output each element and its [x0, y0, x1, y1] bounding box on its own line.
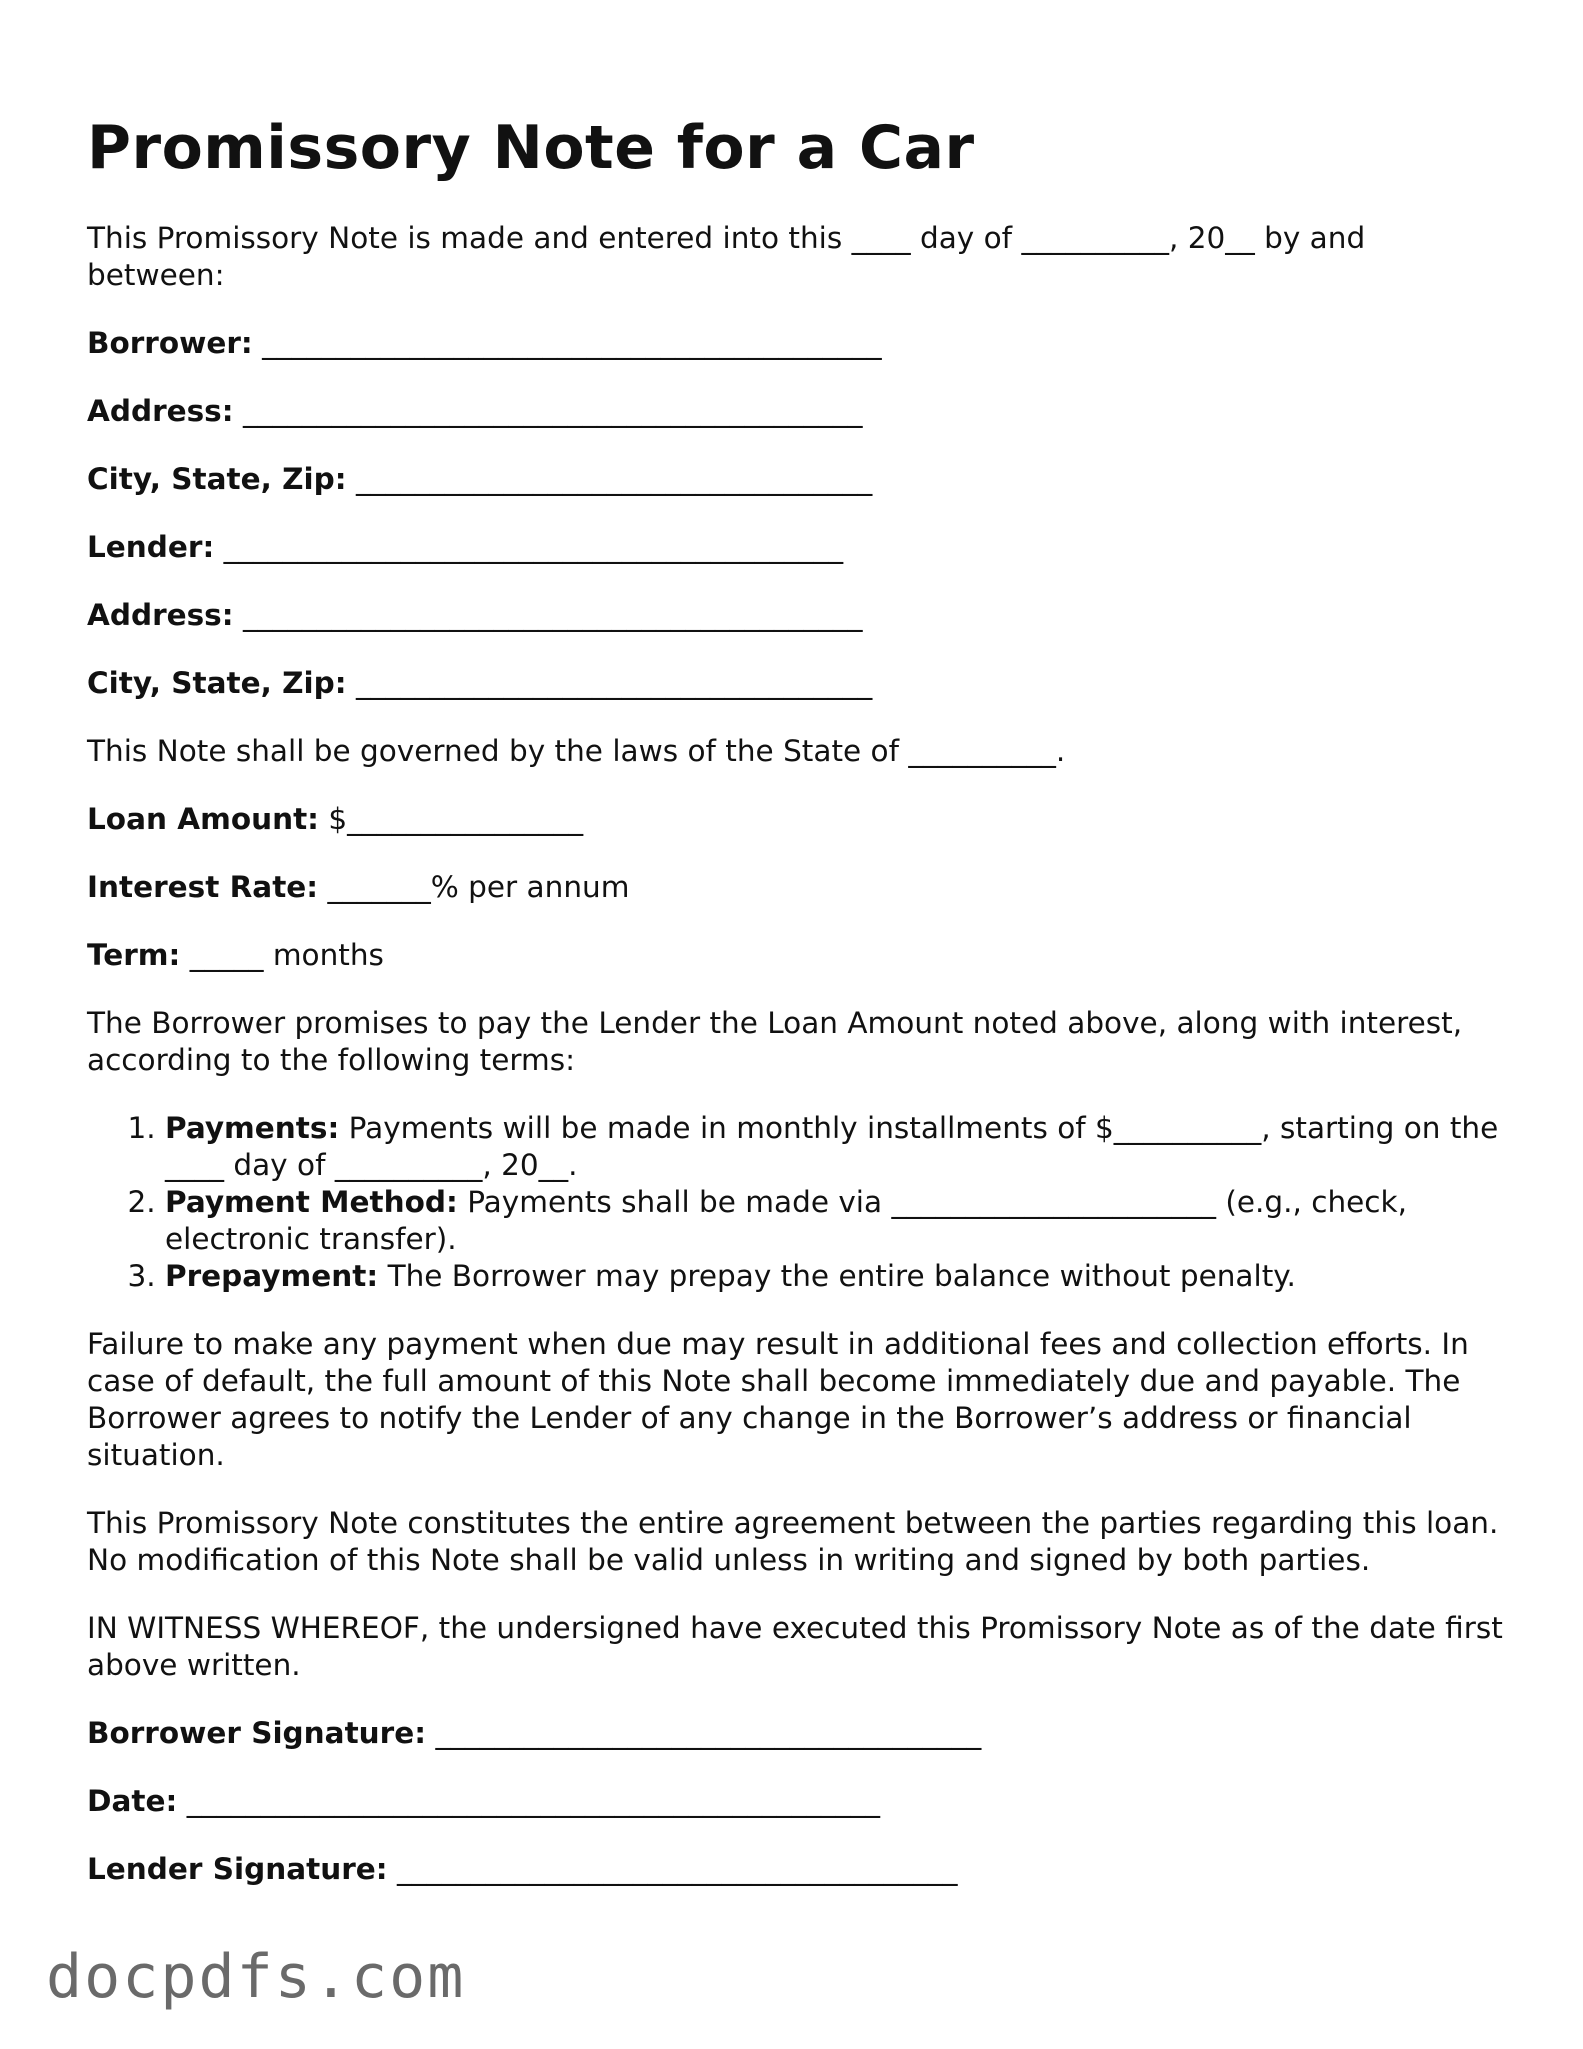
default-clause-paragraph: Failure to make any payment when due may result in additional fees and collection efforts. In case of default, the full amount of this Note shall become immediately due and payable. The Borrower agrees to notify the Lender of any change in the Borrower’s address or financial situation.: [87, 1327, 1469, 1472]
lender-city-field: [87, 665, 1507, 702]
borrower-signature-field: [87, 1715, 1507, 1752]
lender-field: [87, 529, 1507, 566]
borrower-signature-blank: _____________________________________: [435, 1716, 982, 1750]
governing-law-paragraph: This Note shall be governed by the laws of the State of __________.: [87, 734, 1066, 768]
payments-label: Payments:: [165, 1111, 340, 1145]
interest-rate-label: Interest Rate:: [87, 870, 319, 904]
lender-signature-field: [87, 1851, 1507, 1888]
list-item: [165, 1110, 1507, 1184]
borrower-city-blank: ___________________________________: [355, 462, 873, 496]
loan-amount-label: Loan Amount:: [87, 802, 319, 836]
borrower-city-field: [87, 461, 1507, 498]
payments-text: Payments will be made in monthly installments of $__________, starting on the ____ day of __________, 20__.: [165, 1111, 1499, 1182]
term-field: [87, 937, 1507, 974]
loan-amount-field: [87, 801, 1507, 838]
prepayment-text: The Borrower may prepay the entire balance without penalty.: [387, 1259, 1296, 1293]
promise-paragraph: The Borrower promises to pay the Lender the Loan Amount noted above, along with interest, according to the following terms:: [87, 1006, 1463, 1077]
entire-agreement-paragraph: This Promissory Note constitutes the entire agreement between the parties regarding this loan. No modification of this Note shall be valid unless in writing and signed by both parties.: [87, 1506, 1499, 1577]
loan-amount-blank: $________________: [328, 802, 584, 836]
borrower-signature-label: Borrower Signature:: [87, 1716, 427, 1750]
date-field: [87, 1783, 1507, 1820]
payment-method-label: Payment Method:: [165, 1185, 458, 1219]
prepayment-label: Prepayment:: [165, 1259, 379, 1293]
term-blank: _____ months: [189, 938, 384, 972]
lender-city-label: City, State, Zip:: [87, 666, 347, 700]
term-label: Term:: [87, 938, 181, 972]
lender-address-label: Address:: [87, 598, 234, 632]
intro-paragraph: This Promissory Note is made and entered into this ____ day of __________, 20__ by and between:: [87, 221, 1366, 292]
payment-method-text: Payments shall be made via ______________________ (e.g., check, electronic transfer).: [165, 1185, 1407, 1256]
borrower-field: [87, 325, 1507, 362]
witness-paragraph: IN WITNESS WHEREOF, the undersigned have executed this Promissory Note as of the date first above written.: [87, 1611, 1503, 1682]
watermark: docpdfs.com: [46, 1942, 466, 2012]
borrower-label: Borrower:: [87, 326, 253, 360]
lender-label: Lender:: [87, 530, 215, 564]
document-page: [87, 108, 1507, 1919]
list-item: [165, 1258, 1507, 1295]
lender-city-blank: ___________________________________: [355, 666, 873, 700]
borrower-address-field: [87, 393, 1507, 430]
date-label: Date:: [87, 1784, 178, 1818]
date-blank: _______________________________________________: [186, 1784, 880, 1818]
borrower-blank: __________________________________________: [262, 326, 882, 360]
lender-signature-label: Lender Signature:: [87, 1852, 388, 1886]
borrower-address-label: Address:: [87, 394, 234, 428]
payment-terms-list: [87, 1110, 1507, 1295]
borrower-address-blank: __________________________________________: [242, 394, 863, 428]
interest-rate-blank: _______% per annum: [327, 870, 630, 904]
lender-blank: __________________________________________: [223, 530, 844, 564]
lender-address-field: [87, 597, 1507, 634]
interest-rate-field: [87, 869, 1507, 906]
lender-signature-blank: ______________________________________: [396, 1852, 958, 1886]
lender-address-blank: __________________________________________: [242, 598, 863, 632]
borrower-city-label: City, State, Zip:: [87, 462, 347, 496]
document-title: Promissory Note for a Car: [87, 113, 975, 183]
list-item: [165, 1184, 1507, 1258]
